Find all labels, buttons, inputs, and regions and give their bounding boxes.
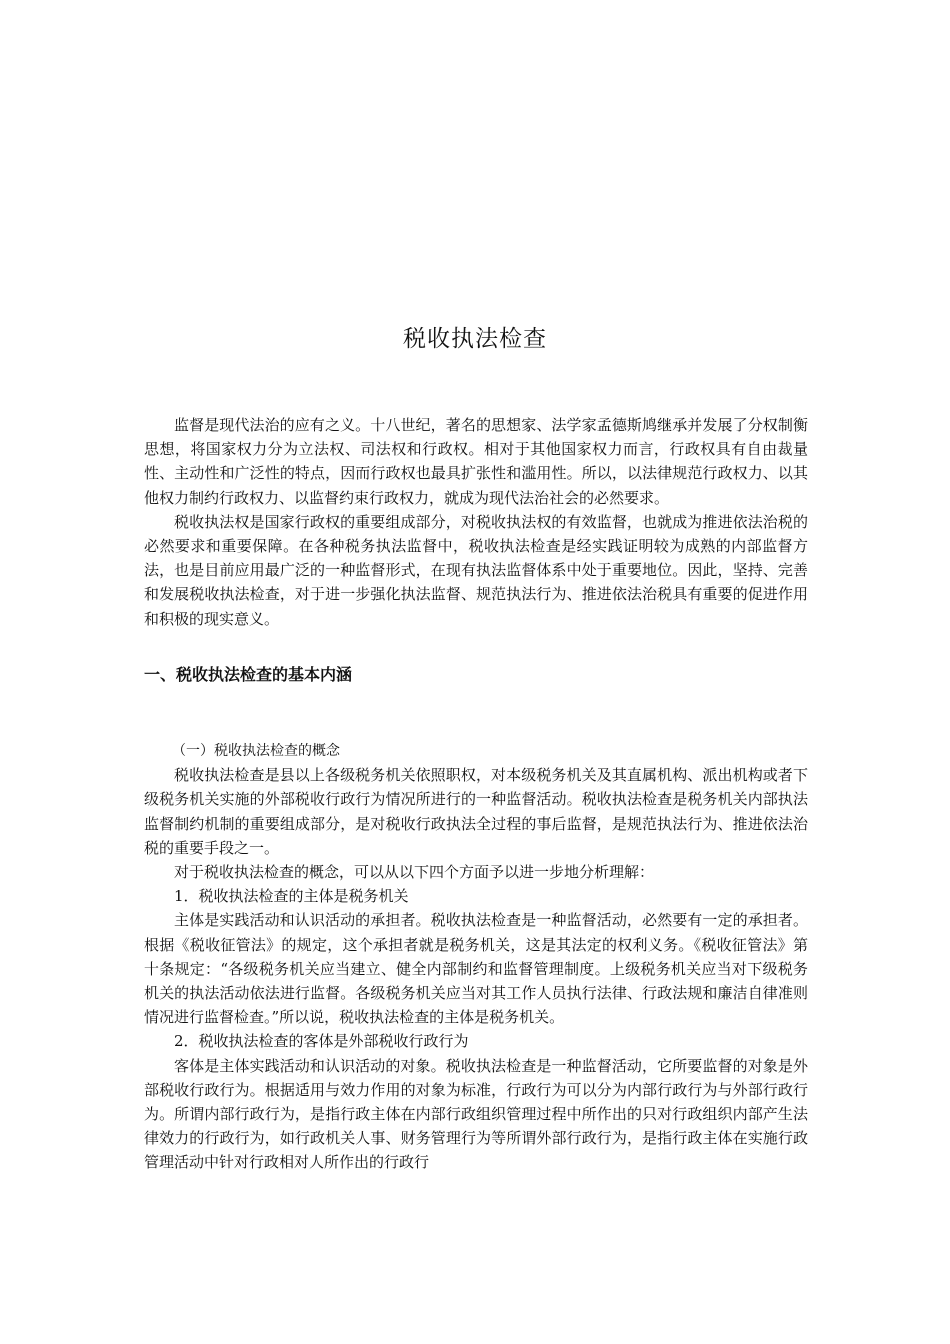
subsection-heading-concept: （一）税收执法检查的概念 (172, 743, 340, 759)
intro-paragraph-2: 税收执法权是国家行政权的重要组成部分，对税收执法权的有效监督，也就成为推进依法治税的必然要求和重要保障。在各种税务执法监督中，税收执法检查是经实践证明较为成熟的内部监督方法，也是目前应用最广泛的一种监督形式，在现有执法监督体系中处于重要地位。因此，坚持、完善和发展税收执法检查，对于进一步强化执法监督、规范执法行为、推进依法治税具有重要的促进作用和积极的现实意义。 (144, 512, 808, 628)
item-1-paragraph: 主体是实践活动和认识活动的承担者。税收执法检查是一种监督活动，必然要有一定的承担者。根据《税收征管法》的规定，这个承担者就是税务机关，这是其法定的权利义务。《税收征管法》第十条规定：“各级税务机关应当建立、健全内部制约和监督管理制度。上级税务机关应当对下级税务机关的执法活动依法进行监督。各级税务机关应当对其工作人员执行法律、行政法规和廉洁自律准则情况进行监督检查。”所以说，税收执法检查的主体是税务机关。 (144, 911, 808, 1027)
intro-section (144, 413, 808, 631)
document-title: 税收执法检查 (403, 326, 547, 352)
concept-paragraph: 税收执法检查是县以上各级税务机关依照职权，对本级税务机关及其直属机构、派出机构或者下级税务机关实施的外部税收行政行为情况所进行的一种监督活动。税收执法检查是税务机关内部执法监督制约机制的重要组成部分，是对税收行政执法全过程的事后监督，是规范执法行为、推进依法治税的重要手段之一。 (144, 766, 808, 857)
intro-paragraph-1: 监督是现代法治的应有之义。十八世纪，著名的思想家、法学家孟德斯鸠继承并发展了分权制衡思想，将国家权力分为立法权、司法权和行政权。相对于其他国家权力而言，行政权具有自由裁量性、主动性和广泛性的特点，因而行政权也最具扩张性和滥用性。所以，以法律规范行政权力、以其他权力制约行政权力、以监督约束行政权力，就成为现代法治社会的必然要求。 (144, 416, 808, 507)
item-2-paragraph: 客体是主体实践活动和认识活动的对象。税收执法检查是一种监督活动，它所要监督的对象是外部税收行政行为。根据适用与效力作用的对象为标准，行政行为可以分为内部行政行为与外部行政行为。所谓内部行政行为，是指行政主体在内部行政组织管理过程中所作出的只对行政组织内部产生法律效力的行政行为，如行政机关人事、财务管理行为等所谓外部行政行为，是指行政主体在实施行政管理活动中针对行政相对人所作出的行政行 (144, 1056, 808, 1172)
section-1-body (144, 739, 808, 1175)
item-2-heading: 2．税收执法检查的客体是外部税收行政行为 (174, 1032, 469, 1051)
item-1-heading: 1．税收执法检查的主体是税务机关 (174, 887, 409, 906)
analysis-intro-paragraph: 对于税收执法检查的概念，可以从以下四个方面予以进一步地分析理解： (174, 863, 655, 882)
section-heading-basic-connotation: 一、税收执法检查的基本内涵 (144, 665, 353, 684)
